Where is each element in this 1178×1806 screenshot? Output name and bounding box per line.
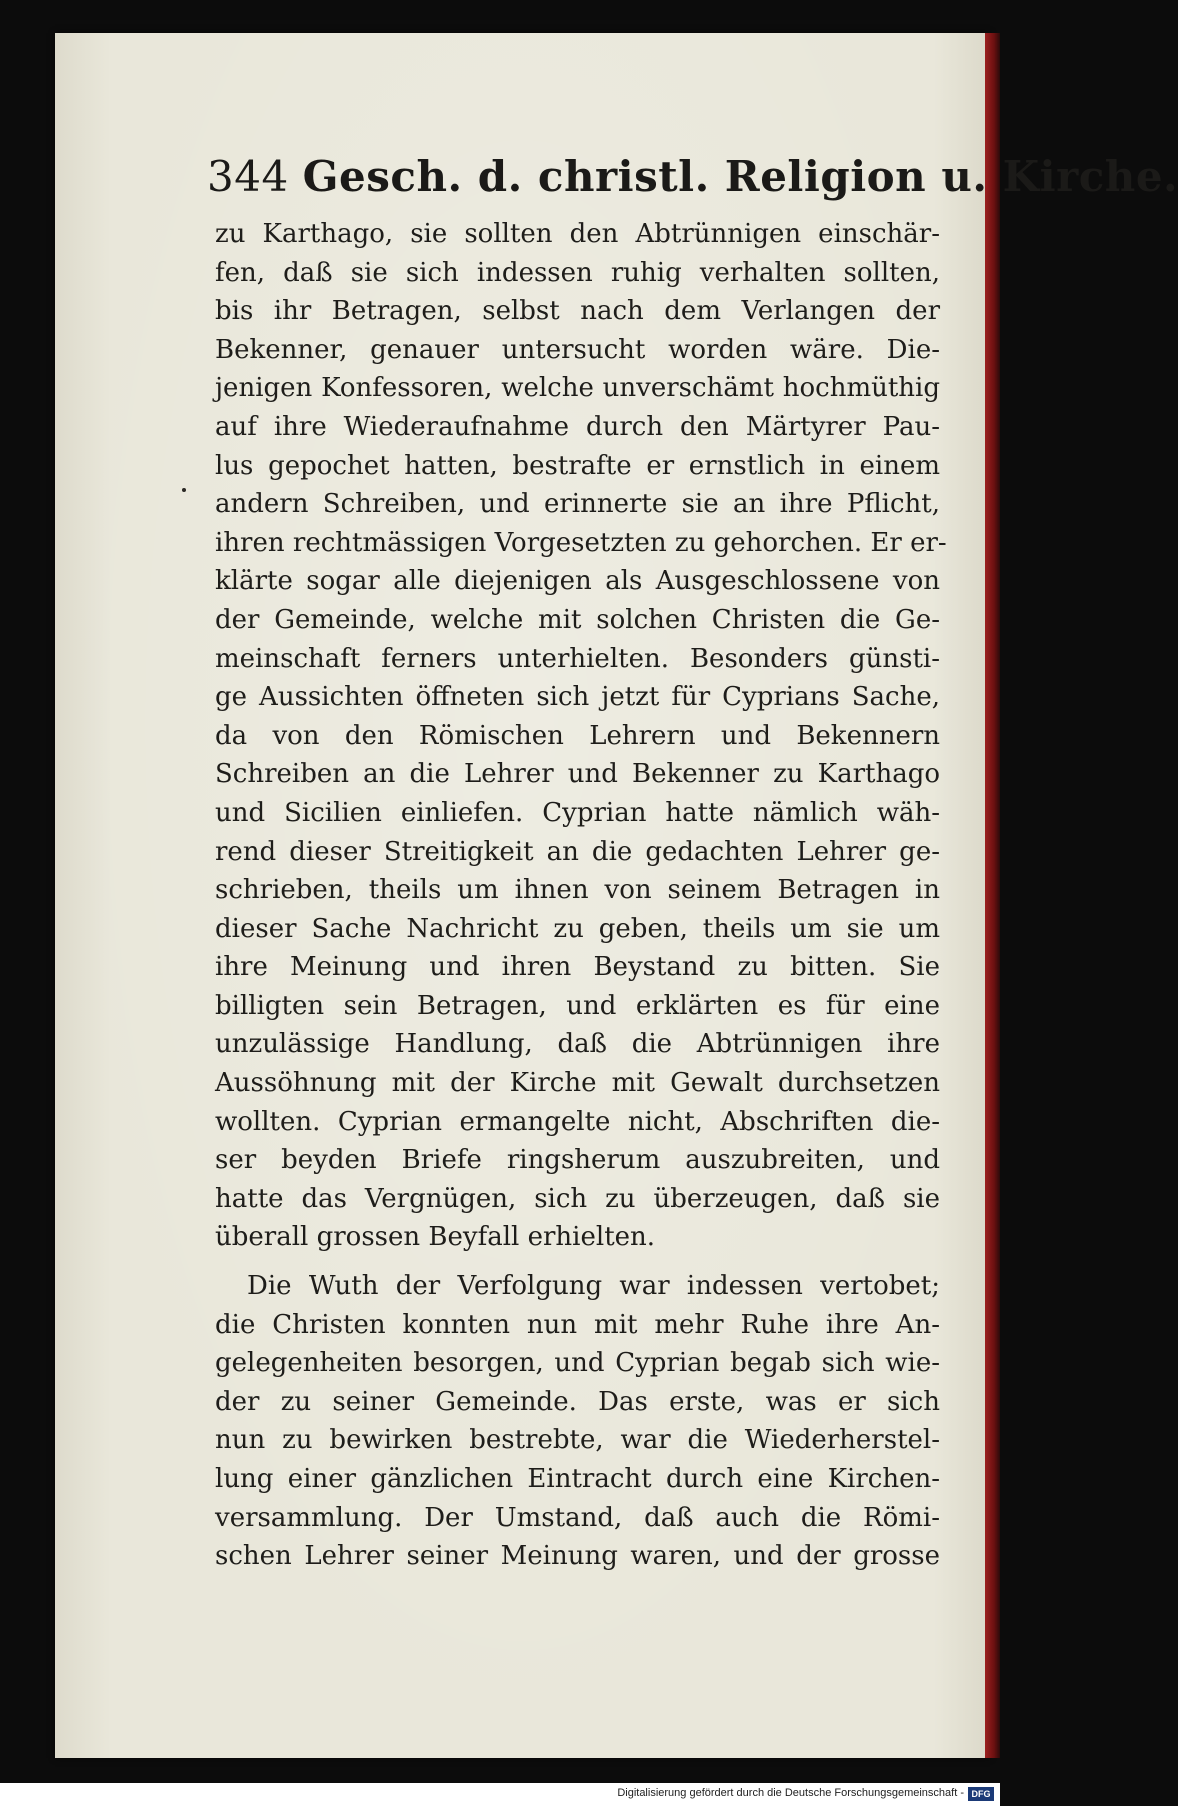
text-line: Schreiben an die Lehrer und Bekenner zu Karthago [215,759,940,790]
running-header [207,152,1178,208]
text-line: billigten sein Betragen, und erklärten es für eine [215,990,940,1021]
footer-bar [0,1783,1000,1806]
text-line: versammlung. Der Umstand, daß auch die Römi- [215,1502,940,1533]
paragraph-gap [215,1257,940,1267]
text-line: der Gemeinde, welche mit solchen Christen die Ge- [215,604,940,635]
text-line: fen, daß sie sich indessen ruhig verhalten sollten, [215,257,940,288]
text-line: Aussöhnung mit der Kirche mit Gewalt durchsetzen [215,1068,940,1099]
body-text [215,215,947,1576]
margin-mark [182,488,186,492]
text-line: schrieben, theils um ihnen von seinem Betragen in [215,875,940,906]
text-line: ser beyden Briefe ringsherum auszubreiten, und [215,1145,940,1176]
text-line: die Christen konnten nun mit mehr Ruhe ihre An- [215,1309,940,1340]
text-line: unzulässige Handlung, daß die Abtrünnigen ihre [215,1029,940,1060]
text-line: hatte das Vergnügen, sich zu überzeugen, daß sie [215,1183,940,1214]
text-line: ge Aussichten öffneten sich jetzt für Cyprians Sache, [215,682,940,713]
text-line: lung einer gänzlichen Eintracht durch eine Kirchen- [215,1464,940,1494]
text-line: meinschaft ferners unterhielten. Besonders günsti- [215,643,940,674]
text-line: ihre Meinung und ihren Beystand zu bitten. Sie [215,952,940,983]
text-line: dieser Sache Nachricht zu geben, theils um sie um [215,913,940,944]
text-line: der zu seiner Gemeinde. Das erste, was er sich [215,1386,940,1417]
text-line: zu Karthago, sie sollten den Abtrünnigen einschär- [215,219,940,249]
text-line: und Sicilien einliefen. Cyprian hatte nämlich wäh- [215,797,940,828]
text-line: Die Wuth der Verfolgung war indessen vertobet; [247,1271,940,1302]
text-line: überall grossen Beyfall erhielten. [215,1222,656,1253]
text-line: lus gepochet hatten, bestrafte er ernstlich in einem [215,450,940,481]
text-line: gelegenheiten besorgen, und Cyprian begab sich wie- [215,1348,940,1379]
funding-credit: Digitalisierung gefördert durch die Deutsche Forschungsgemeinschaft - [617,1787,964,1799]
text-line: rend dieser Streitigkeit an die gedachten Lehrer ge- [215,836,940,867]
text-line: jenigen Konfessoren, welche unverschämt hochmüthig [215,373,940,404]
running-title: Gesch. d. christl. Religion u. Kirche. [302,152,1178,201]
dfg-logo-icon: DFG [968,1787,994,1801]
page-number: 344 [207,152,289,201]
text-line: bis ihr Betragen, selbst nach dem Verlangen der [215,296,940,327]
text-line: schen Lehrer seiner Meinung waren, und der grosse [215,1541,940,1572]
text-line: klärte sogar alle diejenigen als Ausgeschlossene von [215,566,940,597]
text-line: ihren rechtmässigen Vorgesetzten zu gehorchen. Er er- [215,527,947,558]
text-line: da von den Römischen Lehrern und Bekennern [215,720,940,751]
text-line: Bekenner, genauer untersucht worden wäre. Die- [215,334,940,365]
text-line: nun zu bewirken bestrebte, war die Wiederherstel- [215,1425,940,1456]
text-line: auf ihre Wiederaufnahme durch den Märtyrer Pau- [215,411,940,442]
text-line: wollten. Cyprian ermangelte nicht, Abschriften die- [215,1106,940,1137]
text-line: andern Schreiben, und erinnerte sie an ihre Pflicht, [215,489,940,520]
book-edge [985,33,1000,1758]
